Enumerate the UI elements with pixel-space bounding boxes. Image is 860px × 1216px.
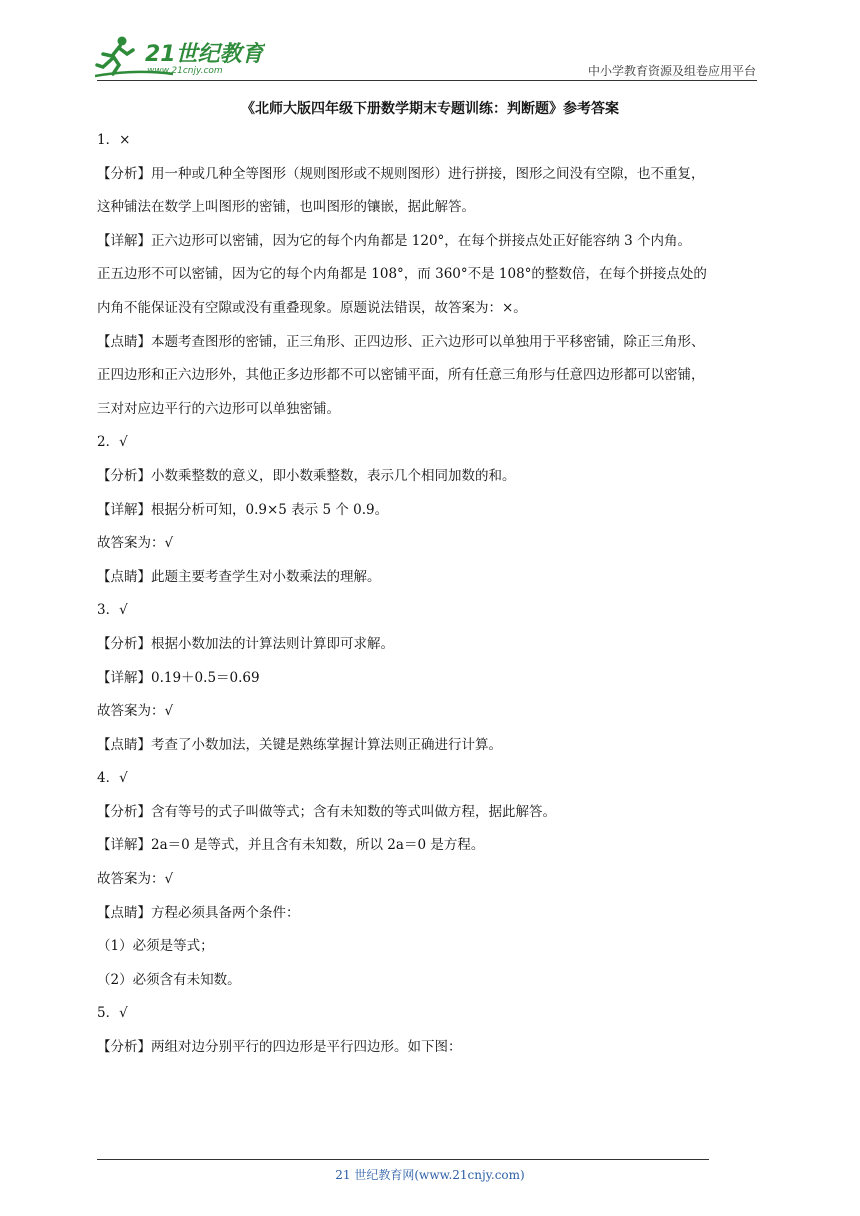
- text-line: 【分析】两组对边分别平行的四边形是平行四边形。如下图：: [97, 1039, 462, 1056]
- text-line: 故答案为：√: [97, 871, 174, 888]
- footer-text: 21 世纪教育网(www.21cnjy.com): [335, 1168, 525, 1182]
- text-line: 5．√: [97, 1005, 128, 1022]
- text-line: 【分析】小数乘整数的意义，即小数乘整数，表示几个相同加数的和。: [97, 467, 516, 484]
- text-line: 【详解】根据分析可知，0.9×5 表示 5 个 0.9。: [97, 501, 389, 518]
- text-line: 3．√: [97, 602, 128, 619]
- text-line: （1）必须是等式；: [97, 938, 214, 955]
- page-header: [0, 0, 860, 90]
- text-line: 【分析】用一种或几种全等图形（规则图形或不规则图形）进行拼接，图形之间没有空隙，也不重复，: [97, 165, 705, 182]
- text-line: 【分析】含有等号的式子叫做等式；含有未知数的等式叫做方程，据此解答。: [97, 803, 556, 820]
- text-line: 正四边形和正六边形外，其他正多边形都不可以密铺平面，所有任意三角形与任意四边形都可以密铺，: [97, 367, 705, 384]
- text-line: 1．×: [97, 132, 131, 148]
- logo-text: 21世纪教育: [145, 42, 264, 67]
- text-line: （2）必须含有未知数。: [97, 971, 241, 988]
- platform-label: 中小学教育资源及组卷应用平台: [587, 64, 756, 78]
- text-line: 【点睛】此题主要考查学生对小数乘法的理解。: [97, 568, 381, 585]
- text-line: 【点睛】方程必须具备两个条件：: [97, 904, 300, 921]
- footer-divider: [97, 1159, 709, 1160]
- text-line: 三对对应边平行的六边形可以单独密铺。: [97, 400, 340, 417]
- logo: [95, 34, 265, 80]
- text-line: 这种铺法在数学上叫图形的密铺，也叫图形的镶嵌，据此解答。: [97, 199, 475, 216]
- logo-url: www.21cnjy.com: [147, 66, 223, 76]
- header-divider: [97, 80, 757, 81]
- page-title: 《北师大版四年级下册数学期末专题训练：判断题》参考答案: [241, 101, 619, 117]
- text-line: 内角不能保证没有空隙或没有重叠现象。原题说法错误，故答案为：×。: [97, 299, 527, 316]
- text-line: 2．√: [97, 434, 128, 451]
- text-line: 【详解】2a＝0 是等式，并且含有未知数，所以 2a＝0 是方程。: [97, 837, 485, 854]
- text-line: 【分析】根据小数加法的计算法则计算即可求解。: [97, 635, 394, 652]
- text-line: 故答案为：√: [97, 535, 174, 552]
- text-line: 故答案为：√: [97, 703, 174, 720]
- text-line: 【点睛】本题考查图形的密铺，正三角形、正四边形、正六边形可以单独用于平移密铺，除正三角形、: [97, 333, 705, 350]
- text-line: 4．√: [97, 770, 128, 787]
- answer-content: [97, 128, 762, 1069]
- text-line: 正五边形不可以密铺，因为它的每个内角都是 108°，而 360°不是 108°的整数倍，在每个拼接点处的: [97, 266, 707, 283]
- text-line: 【点睛】考查了小数加法，关键是熟练掌握计算法则正确进行计算。: [97, 736, 502, 753]
- text-line: 【详解】正六边形可以密铺，因为它的每个内角都是 120°，在每个拼接点处正好能容纳 3 个内角。: [97, 232, 691, 249]
- text-line: 【详解】0.19＋0.5＝0.69: [97, 669, 260, 686]
